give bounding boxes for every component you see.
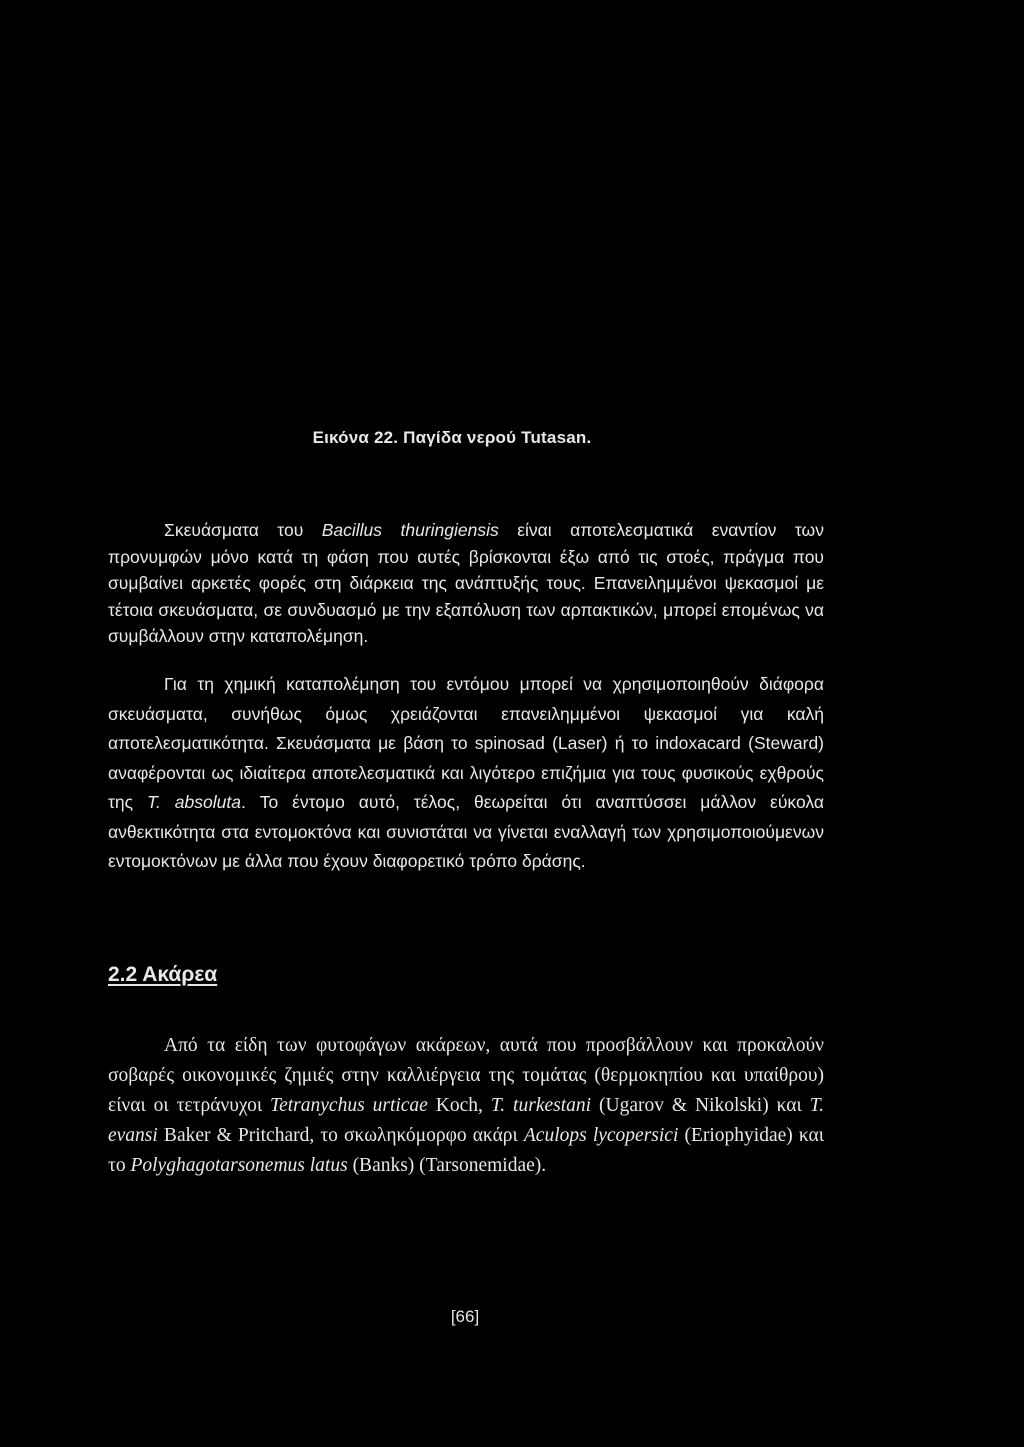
paragraph-bacillus (108, 517, 824, 650)
species-name: Bacillus thuringiensis (321, 520, 499, 540)
species-name: T. absoluta (146, 792, 241, 812)
text-segment: είναι αποτελεσματικά εναντίον των προνυμφών μόνο κατά τη φάση που αυτές βρίσκονται έξω από τις στοές, πράγμα που συμβαίνει αρκετές φορές στη διάρκεια της ανάπτυξής τους. Επανειλημμένοι ψεκασμοί με τέτοια σκευάσματα, σε συνδυασμό με την εξαπόλυση των αρπακτικών, μπορεί επομένως να συμβάλλουν στην καταπολέμηση. (108, 520, 824, 646)
figure-caption: Εικόνα 22. Παγίδα νερού Tutasan. (312, 428, 592, 447)
text-segment: Σκευάσματα του (164, 520, 322, 540)
section-heading: 2.2 Ακάρεα (108, 963, 218, 986)
text-segment: (Ugarov & Nikolski) και (591, 1095, 810, 1116)
text-segment: (Eriophyidae) και το (108, 1125, 824, 1176)
text-segment: (Banks) (Tarsonemidae). (347, 1155, 547, 1176)
text-segment: . Το έντομο αυτό, τέλος, θεωρείται ότι αναπτύσσει μάλλον εύκολα ανθεκτικότητα στα εντομοκτόνα και συνιστάται να γίνεται εναλλαγή των χρησιμοποιούμενων εντομοκτόνων με άλλα που έχουν διαφορετικό τρόπο δράσης. (108, 792, 824, 871)
species-name: Aculops lycopersici (523, 1125, 679, 1146)
paragraph-mites (108, 1031, 824, 1181)
species-name: T. evansi (108, 1095, 824, 1146)
text-segment: Για τη χημική καταπολέμηση του εντόμου μπορεί να χρησιμοποιηθούν διάφορα σκευάσματα, συνήθως όμως χρειάζονται επανειλημμένοι ψεκασμοί για καλή αποτελεσματικότητα. Σκευάσματα με βάση το spinosad (Laser) ή το indoxacard (Steward) αναφέρονται ως ιδιαίτερα αποτελεσματικά και λιγότερο επιζήμια για τους φυσικούς εχθρούς της (108, 674, 824, 812)
text-segment: Koch, (427, 1095, 491, 1116)
species-name: T. turkestani (490, 1095, 592, 1116)
paragraph-chemical-control (108, 670, 824, 877)
text-segment: Baker & Pritchard, το σκωληκόμορφο ακάρι (157, 1125, 524, 1146)
species-name: Tetranychus urticae (270, 1095, 428, 1116)
species-name: Polyghagotarsonemus latus (130, 1155, 348, 1176)
text-segment: Από τα είδη των φυτοφάγων ακάρεων, αυτά που προσβάλλουν και προκαλούν σοβαρές οικονομικές ζημιές στην καλλιέργεια της τομάτας (θερμοκηπίου και υπαίθρου) είναι οι τετράνυχοι (108, 1035, 824, 1116)
page-number: [66] (450, 1307, 480, 1326)
